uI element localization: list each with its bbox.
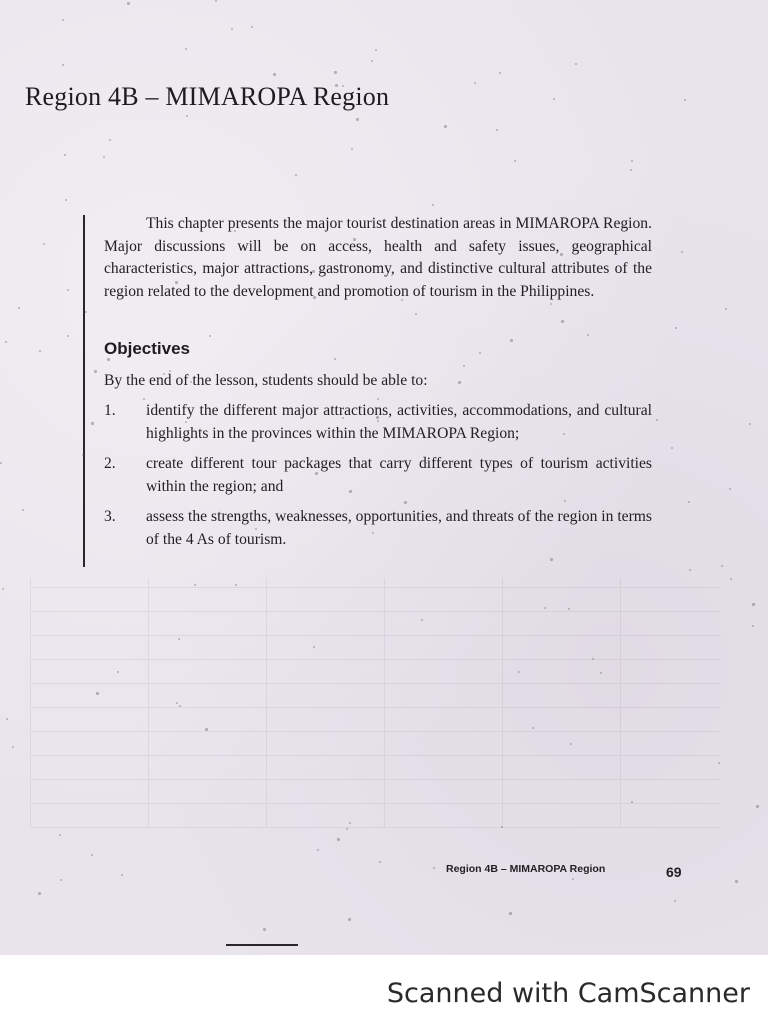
- scan-speck: [371, 60, 373, 62]
- scan-speck: [425, 462, 427, 464]
- scan-speck: [499, 72, 501, 74]
- scan-speck: [12, 746, 14, 748]
- scan-speck: [351, 148, 353, 150]
- scan-speck: [729, 488, 731, 490]
- scan-speck: [186, 115, 188, 117]
- scan-speck: [600, 672, 602, 674]
- scan-speck: [59, 834, 61, 836]
- scan-speck: [263, 928, 266, 931]
- scan-speck: [315, 472, 318, 475]
- scan-speck: [215, 0, 217, 2]
- scan-speck: [337, 838, 340, 841]
- scan-speck: [674, 900, 676, 902]
- scan-speck: [39, 350, 41, 352]
- scan-speck: [671, 447, 673, 449]
- content-margin-rule: [83, 215, 85, 567]
- scan-speck: [335, 84, 338, 87]
- scan-speck: [433, 867, 435, 869]
- objective-number: 3.: [104, 508, 116, 526]
- objective-text: assess the strengths, weaknesses, opportunities, and threats of the region in terms of the 4 As of tourism.: [146, 508, 652, 548]
- scan-speck: [255, 528, 257, 530]
- scan-speck: [752, 603, 755, 606]
- scan-speck: [342, 85, 344, 87]
- bottom-edge-mark: [226, 944, 298, 946]
- camscanner-watermark: Scanned with CamScanner: [386, 978, 750, 1009]
- scan-speck: [6, 718, 8, 720]
- scan-speck: [65, 199, 67, 201]
- scan-speck: [205, 728, 208, 731]
- scan-speck: [656, 419, 658, 421]
- scan-speck: [273, 73, 276, 76]
- scan-speck: [563, 433, 565, 435]
- scan-speck: [372, 532, 374, 534]
- scan-speck: [479, 352, 481, 354]
- scan-speck: [82, 454, 84, 456]
- objective-text: create different tour packages that carry different types of tourism activities within the region; and: [146, 455, 652, 495]
- scan-speck: [518, 671, 520, 673]
- scan-speck: [721, 565, 723, 567]
- scan-speck: [684, 99, 686, 101]
- scan-speck: [749, 423, 751, 425]
- scan-speck: [348, 918, 351, 921]
- scan-speck: [0, 462, 2, 464]
- scan-speck: [598, 869, 600, 871]
- scan-speck: [163, 373, 165, 375]
- footer-running-title: Region 4B – MIMAROPA Region: [446, 863, 606, 875]
- scan-speck: [404, 501, 407, 504]
- scan-speck: [342, 417, 344, 419]
- scan-speck: [231, 28, 233, 30]
- scan-speck: [401, 299, 403, 301]
- scan-speck: [194, 584, 196, 586]
- scan-speck: [62, 19, 64, 21]
- scan-speck: [91, 854, 93, 856]
- scan-speck: [496, 129, 498, 131]
- scan-speck: [334, 358, 336, 360]
- scan-speck: [209, 335, 211, 337]
- scan-speck: [752, 625, 754, 627]
- scan-speck: [94, 370, 97, 373]
- scan-speck: [432, 204, 434, 206]
- scan-speck: [313, 296, 316, 299]
- scan-speck: [444, 125, 447, 128]
- scan-speck: [117, 671, 119, 673]
- scan-speck: [550, 558, 553, 561]
- objective-text: identify the different major attractions, activities, accommodations, and cultural highlights in the provinces within the MIMAROPA Region;: [146, 402, 652, 442]
- scan-speck: [85, 311, 87, 313]
- scan-speck: [550, 303, 552, 305]
- page-number: 69: [666, 864, 682, 880]
- scan-speck: [532, 727, 534, 729]
- scan-speck: [373, 218, 375, 220]
- objectives-list: [104, 400, 652, 560]
- scan-speck: [67, 289, 69, 291]
- scan-speck: [474, 82, 476, 84]
- scan-speck: [463, 365, 465, 367]
- scan-speck: [96, 692, 99, 695]
- scan-speck: [587, 334, 589, 336]
- scan-speck: [38, 892, 41, 895]
- scan-speck: [18, 307, 20, 309]
- scan-speck: [575, 63, 577, 65]
- scan-speck: [313, 646, 315, 648]
- scan-speck: [234, 230, 236, 232]
- scan-speck: [502, 466, 504, 468]
- scan-speck: [509, 912, 512, 915]
- scan-speck: [356, 118, 359, 121]
- scan-speck: [466, 513, 468, 515]
- scan-speck: [60, 879, 62, 881]
- scan-speck: [560, 253, 563, 256]
- scan-speck: [346, 828, 348, 830]
- scan-speck: [312, 270, 315, 273]
- scan-speck: [107, 358, 110, 361]
- scan-speck: [377, 398, 379, 400]
- scan-speck: [295, 174, 297, 176]
- scan-speck: [725, 308, 727, 310]
- scan-speck: [349, 490, 352, 493]
- scan-speck: [235, 584, 237, 586]
- scan-speck: [349, 822, 351, 824]
- scan-speck: [544, 607, 546, 609]
- scan-speck: [178, 638, 180, 640]
- scan-speck: [169, 370, 171, 372]
- scan-speck: [43, 243, 45, 245]
- scan-speck: [175, 281, 178, 284]
- scan-speck: [561, 320, 564, 323]
- scan-speck: [143, 398, 145, 400]
- objectives-heading: Objectives: [104, 339, 190, 358]
- scan-speck: [262, 220, 265, 223]
- scan-speck: [631, 160, 633, 162]
- scan-speck: [109, 139, 111, 141]
- scan-speck: [421, 619, 423, 621]
- scan-speck: [730, 578, 732, 580]
- scan-speck: [572, 878, 574, 880]
- objective-number: 1.: [104, 402, 116, 419]
- scan-speck: [379, 861, 381, 863]
- scan-speck: [415, 313, 417, 315]
- scan-speck: [376, 416, 379, 419]
- scan-speck: [570, 743, 572, 745]
- scan-speck: [317, 849, 319, 851]
- scan-speck: [688, 501, 690, 503]
- intro-paragraph: This chapter presents the major tourist destination areas in MIMAROPA Region. Major discussions will be on access, health and safety issues, geographical characteristics, major attractions, gastronomy, and distinctive cultural attributes of the region related to the development and promotion of tourism in the Philippines.: [104, 215, 652, 300]
- scan-speck: [353, 238, 356, 241]
- scan-speck: [510, 266, 512, 268]
- scan-speck: [91, 422, 94, 425]
- scan-speck: [377, 420, 379, 422]
- scan-speck: [756, 805, 759, 808]
- scan-speck: [22, 509, 24, 511]
- scan-speck: [592, 658, 594, 660]
- scan-speck: [103, 156, 105, 158]
- objective-item-3: [104, 506, 652, 551]
- scan-speck: [514, 160, 516, 162]
- scan-speck: [121, 874, 123, 876]
- scan-speck: [334, 71, 337, 74]
- scan-speck: [64, 154, 66, 156]
- scan-speck: [689, 569, 691, 571]
- objective-number: 2.: [104, 455, 116, 473]
- scan-speck: [375, 49, 377, 51]
- scan-speck: [718, 762, 720, 764]
- scan-speck: [568, 608, 570, 610]
- scan-speck: [501, 826, 503, 828]
- scan-speck: [185, 421, 187, 423]
- scan-speck: [553, 98, 555, 100]
- scan-speck: [510, 339, 513, 342]
- scan-speck: [190, 381, 192, 383]
- show-through-table: [30, 578, 720, 828]
- scan-speck: [675, 327, 677, 329]
- scan-speck: [251, 26, 253, 28]
- objectives-lead: By the end of the lesson, students should be able to:: [104, 372, 428, 389]
- scan-speck: [630, 169, 632, 171]
- scan-speck: [631, 801, 633, 803]
- scan-speck: [127, 2, 130, 5]
- scan-speck: [185, 48, 187, 50]
- scan-speck: [176, 702, 178, 704]
- scan-speck: [62, 64, 64, 66]
- scan-speck: [5, 341, 7, 343]
- scan-speck: [735, 880, 738, 883]
- objective-item-2: [104, 453, 652, 498]
- scan-speck: [67, 335, 69, 337]
- scan-speck: [458, 381, 461, 384]
- scan-speck: [564, 500, 566, 502]
- chapter-title: Region 4B – MIMAROPA Region: [25, 82, 390, 111]
- scan-speck: [179, 705, 181, 707]
- scan-speck: [2, 588, 4, 590]
- scan-speck: [681, 251, 683, 253]
